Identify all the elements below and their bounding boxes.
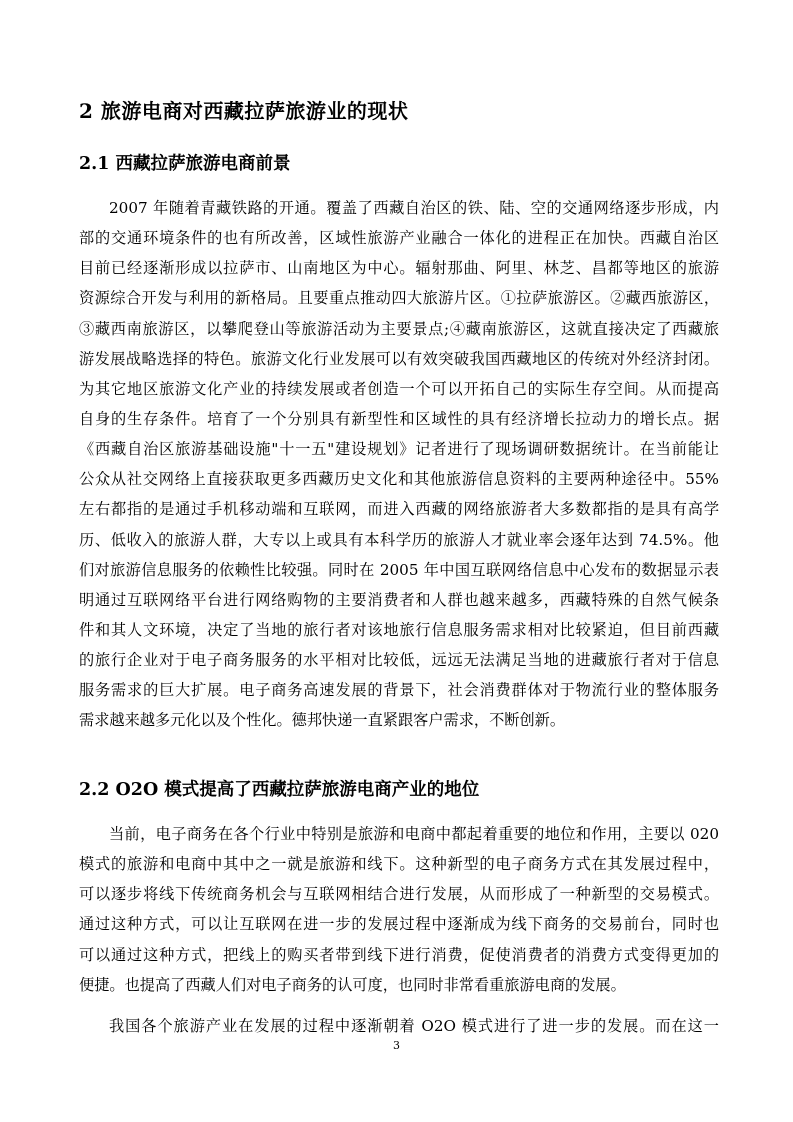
paragraph-line: 目前已经逐渐形成以拉萨市、山南地区为中心。辐射那曲、阿里、林芝、昌都等地区的旅游: [79, 259, 719, 278]
paragraph-line: 左右都指的是通过手机移动端和互联网，而进入西藏的网络旅游者大多数都指的是具有高学: [79, 500, 719, 519]
paragraph-line: 明通过互联网络平台进行网络购物的主要消费者和人群也越来越多，西藏特殊的自然气候条: [79, 590, 719, 609]
paragraph-line: 们对旅游信息服务的依赖性比较强。同时在 2005 年中国互联网络信息中心发布的数据显示表: [79, 560, 719, 579]
paragraph-line: 自身的生存条件。培育了一个分别具有新型性和区域性的具有经济增长拉动力的增长点。据: [79, 409, 719, 428]
paragraph-line: 历、低收入的旅游人群，大专以上或具有本科学历的旅游人才就业率会逐年达到 74.5%。他: [79, 530, 719, 549]
paragraph-line: 需求越来越多元化以及个性化。德邦快递一直紧跟客户需求，不断创新。: [79, 711, 565, 730]
paragraph-line: 游发展战略选择的特色。旅游文化行业发展可以有效突破我国西藏地区的传统对外经济封闭。: [79, 349, 719, 368]
section-2-2-next-paragraph: [79, 1011, 719, 1041]
paragraph-line: 我国各个旅游产业在发展的过程中逐渐朝着 O2O 模式进行了进一步的发展。而在这一: [109, 1017, 719, 1035]
section-2-1-title: 2.1 西藏拉萨旅游电商前景: [79, 154, 291, 174]
paragraph-line: 通过这种方式，可以让互联网在进一步的发展过程中逐渐成为线下商务的交易前台，同时也: [79, 915, 719, 934]
paragraph-line: ③藏西南旅游区，以攀爬登山等旅游活动为主要景点;④藏南旅游区，这就直接决定了西藏旅: [79, 319, 719, 338]
section-2-2-title: 2.2 O2O 模式提高了西藏拉萨旅游电商产业的地位: [79, 780, 480, 800]
paragraph-line: 部的交通环境条件的也有所改善，区域性旅游产业融合一体化的进程正在加快。西藏自治区: [79, 229, 719, 248]
paragraph-line: 2007 年随着青藏铁路的开通。覆盖了西藏自治区的铁、陆、空的交通网络逐步形成，内: [109, 199, 719, 217]
paragraph-line: 为其它地区旅游文化产业的持续发展或者创造一个可以开拓自己的实际生存空间。从而提高: [79, 379, 719, 398]
paragraph-line: 《西藏自治区旅游基础设施"十一五"建设规划》记者进行了现场调研数据统计。在当前能让: [79, 440, 719, 459]
paragraph-line: 模式的旅游和电商中其中之一就是旅游和线下。这种新型的电子商务方式在其发展过程中，: [79, 855, 719, 874]
section-2-1-paragraph: [79, 193, 719, 736]
paragraph-line: 公众从社交网络上直接获取更多西藏历史文化和其他旅游信息资料的主要两种途径中。55%: [79, 470, 719, 489]
paragraph-line: 便捷。也提高了西藏人们对电子商务的认可度，也同时非常看重旅游电商的发展。: [79, 975, 626, 994]
paragraph-line: 当前，电子商务在各个行业中特别是旅游和电商中都起着重要的地位和作用，主要以 020: [109, 825, 719, 843]
paragraph-line: 件和其人文环境，决定了当地的旅行者对该地旅行信息服务需求相对比较紧迫，但目前西藏: [79, 620, 719, 639]
section-2-2-paragraph: [79, 819, 719, 1000]
paragraph-line: 可以逐步将线下传统商务机会与互联网相结合进行发展，从而形成了一种新型的交易模式。: [79, 885, 719, 904]
paragraph-line: 可以通过这种方式，把线上的购买者带到线下进行消费，促使消费者的消费方式变得更加的: [79, 945, 719, 964]
paragraph-line: 资源综合开发与利用的新格局。且要重点推动四大旅游片区。①拉萨旅游区。②藏西旅游区，: [79, 289, 719, 308]
page-number: 3: [393, 1039, 400, 1052]
paragraph-line: 服务需求的巨大扩展。电子商务高速发展的背景下，社会消费群体对于物流行业的整体服务: [79, 681, 719, 700]
chapter-heading: 2 旅游电商对西藏拉萨旅游业的现状: [79, 99, 409, 123]
paragraph-line: 的旅行企业对于电子商务服务的水平相对比较低，远远无法满足当地的进藏旅行者对于信息: [79, 651, 719, 670]
